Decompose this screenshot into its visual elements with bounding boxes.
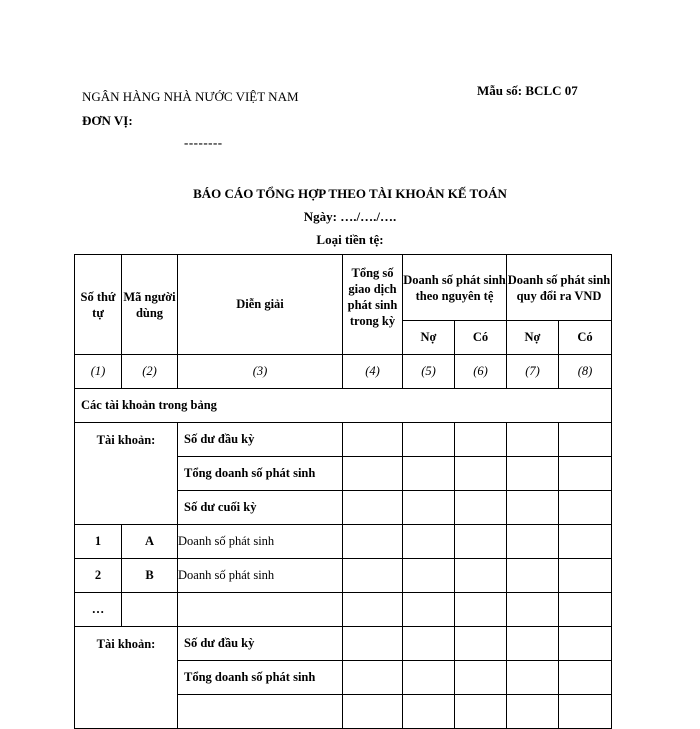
col-number: (2) (122, 355, 178, 389)
cell (455, 423, 507, 457)
cell (455, 491, 507, 525)
cell (343, 593, 403, 627)
cell (122, 593, 178, 627)
cell (343, 525, 403, 559)
row-code: A (122, 525, 178, 559)
cell (403, 457, 455, 491)
cell (507, 661, 559, 695)
cell (507, 593, 559, 627)
account-label: Tài khoản: (75, 627, 178, 729)
col-number: (7) (507, 355, 559, 389)
cell (403, 423, 455, 457)
row-ellipsis: … (75, 593, 122, 627)
cell (343, 457, 403, 491)
cell (559, 559, 612, 593)
header-vnd: Doanh số phát sinh quy đổi ra VND (507, 255, 612, 321)
col-number: (8) (559, 355, 612, 389)
cell (507, 423, 559, 457)
header-total-transactions: Tổng số giao dịch phát sinh trong kỳ (343, 255, 403, 355)
cell (403, 491, 455, 525)
header-debit-vnd: Nợ (507, 321, 559, 355)
cell (403, 525, 455, 559)
cell (343, 627, 403, 661)
report-date: Ngày: …./…./…. (303, 209, 397, 224)
cell (507, 491, 559, 525)
table-row (75, 559, 612, 593)
opening-balance-label: Số dư đầu kỳ (178, 423, 343, 457)
table-row (75, 593, 612, 627)
header-credit-vnd: Có (559, 321, 612, 355)
opening-balance-label: Số dư đầu kỳ (178, 627, 343, 661)
col-number: (4) (343, 355, 403, 389)
cell (343, 491, 403, 525)
closing-balance-label: Số dư cuối kỳ (178, 491, 343, 525)
header-credit-original: Có (455, 321, 507, 355)
cell (455, 593, 507, 627)
cell (455, 457, 507, 491)
cell (559, 593, 612, 627)
header-debit-original: Nợ (403, 321, 455, 355)
cell (559, 627, 612, 661)
unit-dashes: -------- (184, 135, 223, 150)
row-description: Doanh số phát sinh (178, 525, 343, 559)
cell (559, 525, 612, 559)
cell (455, 661, 507, 695)
report-currency: Loại tiền tệ: (316, 232, 384, 247)
col-number: (3) (178, 355, 343, 389)
col-number: (6) (455, 355, 507, 389)
header-description: Diễn giải (178, 255, 343, 355)
row-stt: 1 (75, 525, 122, 559)
total-turnover-label: Tổng doanh số phát sinh (178, 457, 343, 491)
cell (343, 661, 403, 695)
cell (507, 457, 559, 491)
cell (403, 661, 455, 695)
row-code: B (122, 559, 178, 593)
cell (343, 423, 403, 457)
account-summary-table (74, 254, 612, 729)
row-stt: 2 (75, 559, 122, 593)
cell (455, 525, 507, 559)
total-turnover-label: Tổng doanh số phát sinh (178, 661, 343, 695)
cell (455, 559, 507, 593)
cell (507, 627, 559, 661)
cell (343, 559, 403, 593)
report-title: BÁO CÁO TỔNG HỢP THEO TÀI KHOẢN KẾ TOÁN (193, 186, 507, 201)
col-number: (5) (403, 355, 455, 389)
cell (403, 559, 455, 593)
col-number: (1) (75, 355, 122, 389)
row-description: Doanh số phát sinh (178, 559, 343, 593)
bank-name: NGÂN HÀNG NHÀ NƯỚC VIỆT NAM (82, 89, 299, 104)
header-stt: Số thứ tự (75, 255, 122, 355)
table-row (75, 525, 612, 559)
header-original-currency: Doanh số phát sinh theo nguyên tệ (403, 255, 507, 321)
cell (403, 627, 455, 661)
cell (403, 593, 455, 627)
cell (507, 559, 559, 593)
cell (559, 661, 612, 695)
account-label: Tài khoản: (75, 423, 178, 525)
unit-label: ĐƠN VỊ: (82, 113, 133, 128)
cell (507, 525, 559, 559)
cell (455, 627, 507, 661)
section-title: Các tài khoản trong bảng (75, 389, 612, 423)
form-code: Mẫu số: BCLC 07 (477, 83, 578, 98)
cell (559, 457, 612, 491)
header-user-code: Mã người dùng (122, 255, 178, 355)
cell (559, 491, 612, 525)
cell (178, 593, 343, 627)
cell (559, 423, 612, 457)
